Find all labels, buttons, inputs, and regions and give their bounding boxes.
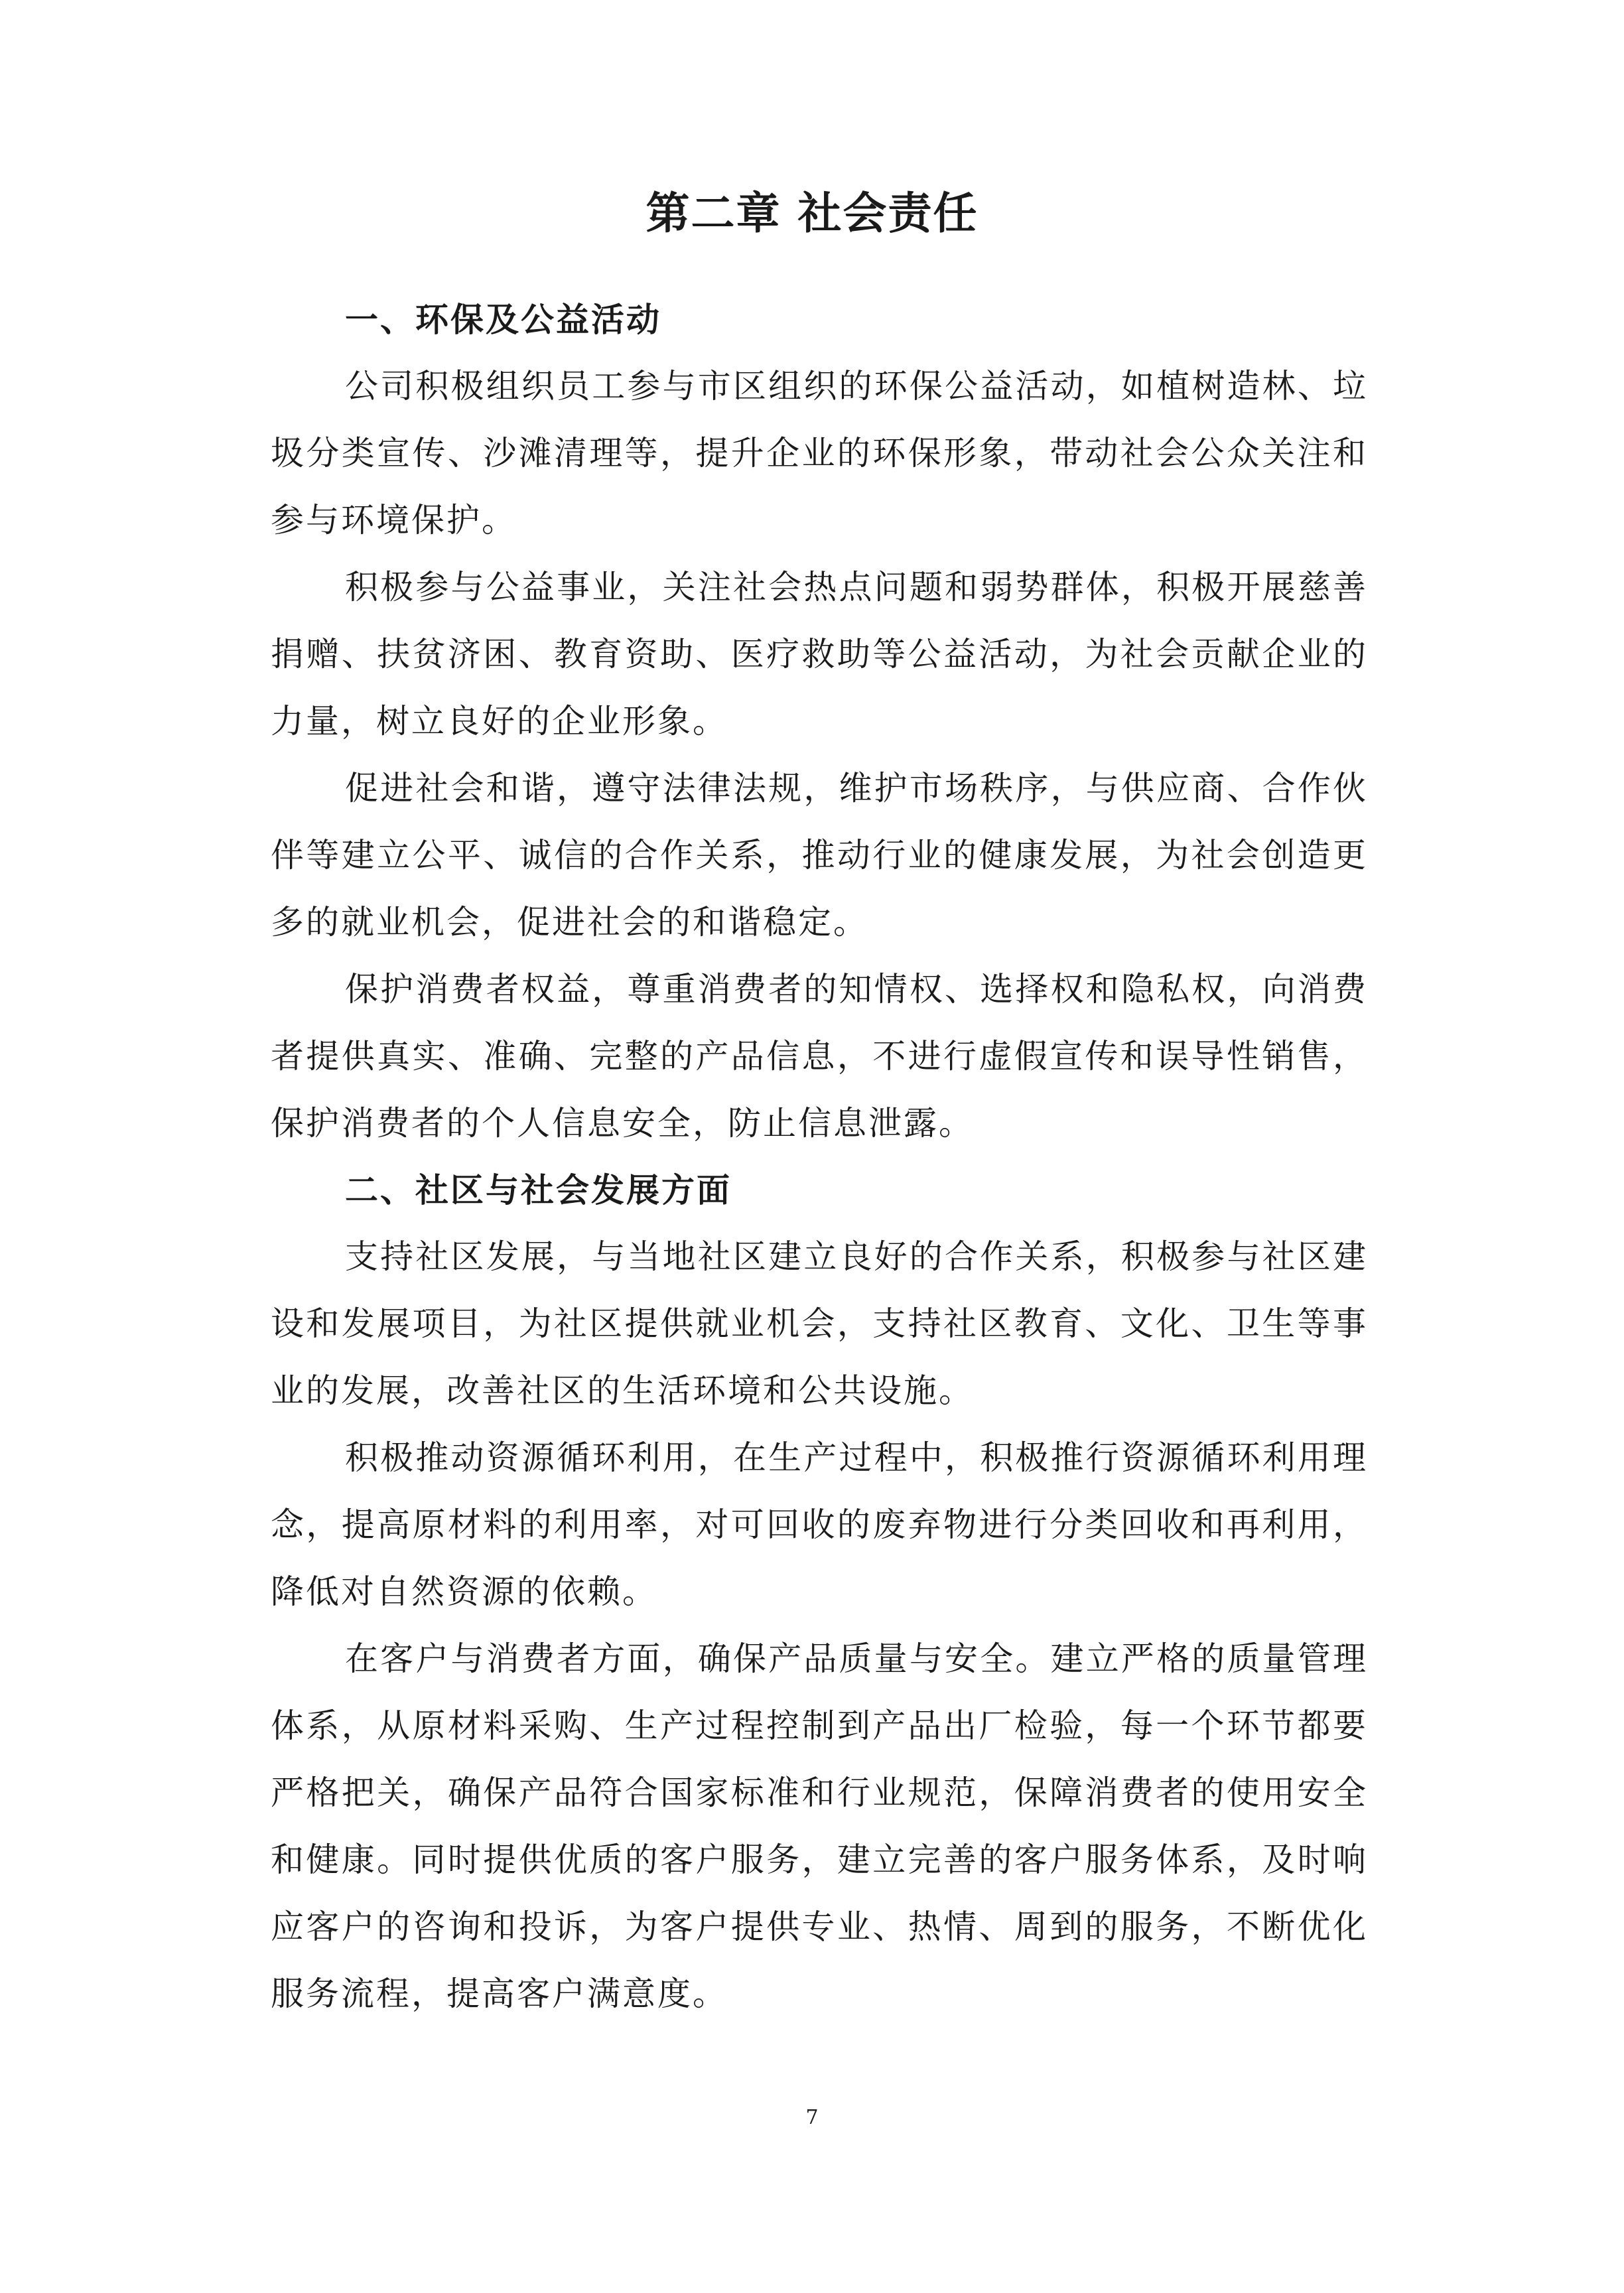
paragraph: 积极参与公益事业，关注社会热点问题和弱势群体，积极开展慈善捐赠、扶贫济困、教育资助、医疗救助等公益活动，为社会贡献企业的力量，树立良好的企业形象。 <box>271 568 1368 740</box>
page-number: 7 <box>805 2106 819 2129</box>
paragraph: 积极推动资源循环利用，在生产过程中，积极推行资源循环利用理念，提高原材料的利用率，对可回收的废弃物进行分类回收和再利用，降低对自然资源的依赖。 <box>271 1438 1368 1611</box>
paragraph: 保护消费者权益，尊重消费者的知情权、选择权和隐私权，向消费者提供真实、准确、完整的产品信息，不进行虚假宣传和误导性销售，保护消费者的个人信息安全，防止信息泄露。 <box>271 970 1368 1143</box>
document-body <box>271 287 1368 2028</box>
section-environment-charity <box>271 287 1368 1157</box>
paragraph: 促进社会和谐，遵守法律法规，维护市场秩序，与供应商、合作伙伴等建立公平、诚信的合作关系，推动行业的健康发展，为社会创造更多的就业机会，促进社会的和谐稳定。 <box>271 769 1368 941</box>
paragraph: 在客户与消费者方面，确保产品质量与安全。建立严格的质量管理体系，从原材料采购、生产过程控制到产品出厂检验，每一个环节都要严格把关，确保产品符合国家标准和行业规范，保障消费者的使用安全和健康。同时提供优质的客户服务，建立完善的客户服务体系，及时响应客户的咨询和投诉，为客户提供专业、热情、周到的服务，不断优化服务流程，提高客户满意度。 <box>271 1639 1368 2013</box>
chapter-title: 第二章 社会责任 <box>645 188 979 239</box>
section-community-development <box>271 1157 1368 2028</box>
section-heading: 二、社区与社会发展方面 <box>345 1171 732 1210</box>
section-heading: 一、环保及公益活动 <box>345 301 661 339</box>
paragraph: 支持社区发展，与当地社区建立良好的合作关系，积极参与社区建设和发展项目，为社区提供就业机会，支持社区教育、文化、卫生等事业的发展，改善社区的生活环境和公共设施。 <box>271 1237 1368 1410</box>
paragraph: 公司积极组织员工参与市区组织的环保公益活动，如植树造林、垃圾分类宣传、沙滩清理等，提升企业的环保形象，带动社会公众关注和参与环境保护。 <box>271 367 1368 539</box>
